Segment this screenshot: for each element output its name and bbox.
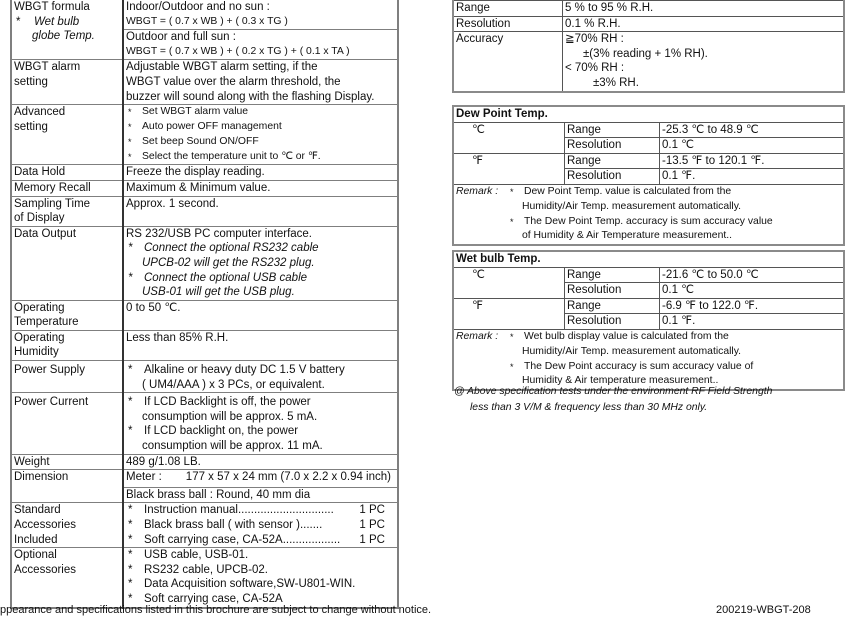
label-text: Included	[14, 533, 58, 546]
op-temp-value: 0 to 50 ℃.	[123, 300, 398, 330]
bullet-star: *	[128, 271, 133, 284]
accuracy-line: ±(3% reading + 1% RH).	[583, 47, 708, 60]
list-item	[126, 363, 395, 378]
sampling-label	[11, 196, 123, 226]
bullet-star: *	[128, 549, 133, 562]
row-value	[563, 32, 845, 92]
item-text: Auto power OFF management	[142, 120, 282, 132]
label-text: Humidity	[14, 346, 59, 359]
row-value: -25.3 ℃ to 48.9 ℃	[660, 122, 845, 138]
remark-line	[456, 185, 841, 200]
remark-text: The Dew Point accuracy is sum accuracy value of	[524, 360, 754, 372]
row-operating-temperature	[11, 300, 398, 330]
remark-text: Humidity/Air Temp. measurement automatically.	[522, 345, 742, 357]
label-sub-text: globe Temp.	[32, 30, 95, 43]
row-label: Range	[453, 1, 563, 17]
row-value: -6.9 ℉ to 122.0 ℉.	[660, 298, 845, 314]
label-text: Accessories	[14, 519, 76, 531]
bullet-star: *	[128, 519, 133, 531]
bullet-star: *	[128, 533, 133, 546]
op-humidity-value: Less than 85% R.H.	[123, 330, 398, 360]
list-item	[126, 135, 395, 150]
outdoor-formula: WBGT = ( 0.7 x WB ) + ( 0.2 x TG ) + ( 0.1 x TA )	[126, 45, 350, 57]
item-qty: 1 PC	[359, 504, 385, 517]
label-text: Advanced	[14, 106, 66, 119]
row-label: Resolution	[565, 314, 660, 330]
bullet-star: *	[128, 504, 133, 517]
remark-text: Humidity & Air temperature measurement..	[522, 375, 719, 387]
wbgt-outdoor-cell	[123, 30, 398, 60]
bullet-star: *	[128, 578, 133, 591]
remark-label: Remark :	[456, 330, 499, 342]
item-text: If LCD backlight on, the power	[144, 425, 299, 438]
memory-recall-value: Maximum & Minimum value.	[123, 180, 398, 196]
row-value: 0.1 ℉.	[660, 169, 845, 185]
row-label: Accuracy	[453, 32, 563, 92]
row-power-supply	[11, 361, 398, 393]
rf-specification-note	[454, 384, 772, 415]
item-text: Select the temperature unit to ℃ or ℉.	[142, 150, 321, 162]
item-qty: 1 PC	[359, 519, 385, 531]
outdoor-title: Outdoor and full sun :	[126, 31, 236, 44]
bullet-star: *	[510, 361, 514, 372]
opt-acc-label	[11, 548, 123, 608]
label-text: setting	[14, 75, 48, 88]
remark-row	[453, 329, 844, 390]
row-label: Resolution	[565, 283, 660, 299]
unit-fahrenheit: ℉	[453, 298, 565, 329]
bullet-star: *	[128, 592, 133, 605]
remark-text: of Humidity & Air Temperature measurement..	[522, 230, 733, 242]
row-memory-recall	[11, 180, 398, 196]
item-text: RS232 cable, UPCB-02.	[144, 563, 269, 576]
bullet-star: *	[128, 364, 133, 377]
item-text: ( UM4/AAA ) x 3 PCs, or equivalent.	[142, 378, 325, 391]
spec-table-dew-point	[452, 105, 845, 246]
row-dimension	[11, 470, 398, 488]
wbgt-formula-label	[11, 0, 123, 60]
remark-label: Remark :	[456, 185, 499, 197]
row-value: 0.1 ℃	[660, 283, 845, 299]
bullet-star: *	[128, 121, 132, 132]
value-line: Adjustable WBGT alarm setting, if the	[126, 61, 318, 74]
row-alarm	[11, 60, 398, 105]
item-text: consumption will be approx. 5 mA.	[142, 410, 318, 423]
item-text: Alkaline or heavy duty DC 1.5 V battery	[144, 364, 345, 377]
item-text: USB cable, USB-01.	[144, 549, 249, 562]
weight-label: Weight	[11, 454, 123, 470]
bullet-star: *	[128, 396, 133, 409]
label-text: WBGT formula	[14, 1, 90, 13]
row-operating-humidity	[11, 330, 398, 360]
bullet-star: *	[510, 331, 514, 342]
alarm-value	[123, 60, 398, 105]
remark-cell	[453, 184, 844, 245]
opt-acc-value	[123, 548, 398, 608]
spec-table-general	[10, 0, 399, 609]
table-header	[453, 106, 844, 122]
document-code: 200219-WBGT-208	[716, 604, 811, 616]
label-sub-text: Wet bulb	[34, 15, 80, 28]
power-supply-value	[123, 361, 398, 393]
row-value: -13.5 ℉ to 120.1 ℉.	[660, 153, 845, 169]
data-output-value	[123, 226, 398, 300]
accuracy-line: ±3% RH.	[593, 76, 639, 89]
label-text: setting	[14, 120, 48, 133]
value-line: RS 232/USB PC computer interface.	[126, 227, 312, 240]
table-title: Wet bulb Temp.	[453, 251, 844, 267]
note-line: @ Above specification tests under the environment RF Field Strength	[454, 386, 773, 397]
row-optional-accessories	[11, 548, 398, 608]
advanced-value	[123, 105, 398, 165]
label-text: WBGT alarm	[14, 61, 81, 74]
memory-recall-label: Memory Recall	[11, 180, 123, 196]
spec-table-humidity	[452, 0, 845, 93]
list-item	[126, 150, 395, 165]
alarm-label	[11, 60, 123, 105]
remark-text: The Dew Point Temp. accuracy is sum accuracy value	[524, 215, 773, 227]
note-line: less than 3 V/M & frequency less than 30 MHz only.	[470, 401, 708, 413]
row-label: Range	[565, 267, 660, 283]
table-row	[453, 1, 844, 17]
item-text: Data Acquisition software,SW-U801-WIN.	[144, 578, 356, 591]
item-text: consumption will be approx. 11 mA.	[142, 440, 323, 453]
sampling-value: Approx. 1 second.	[123, 196, 398, 226]
row-advanced	[11, 105, 398, 165]
item-name: Black brass ball ( with sensor ).......	[144, 519, 323, 531]
power-current-label: Power Current	[11, 393, 123, 454]
dimension-ball: Black brass ball : Round, 40 mm dia	[123, 487, 398, 503]
row-value: 0.1 ℉.	[660, 314, 845, 330]
list-item	[126, 563, 395, 578]
list-item	[126, 105, 395, 120]
std-acc-value	[123, 503, 398, 548]
unit-celsius: ℃	[453, 267, 565, 298]
unit-celsius: ℃	[453, 122, 565, 153]
advanced-label	[11, 105, 123, 165]
meter-value: 177 x 57 x 24 mm (7.0 x 2.2 x 0.94 inch)	[185, 471, 391, 484]
value-line: buzzer will sound along with the flashing Display.	[126, 90, 375, 103]
bullet-star: *	[128, 242, 133, 255]
list-item	[126, 271, 395, 286]
bullet-star: *	[16, 15, 21, 28]
item-text: Set WBGT alarm value	[142, 106, 249, 118]
item-text: UPCB-02 will get the RS232 plug.	[142, 256, 315, 269]
row-value: 0.1 ℃	[660, 138, 845, 154]
std-acc-label	[11, 503, 123, 548]
item-text: Soft carrying case, CA-52A	[144, 592, 283, 605]
data-output-label: Data Output	[11, 226, 123, 300]
remark-text: Dew Point Temp. value is calculated from the	[524, 185, 732, 197]
item-text: If LCD Backlight is off, the power	[144, 396, 311, 409]
table-row	[453, 298, 844, 314]
list-item	[126, 503, 395, 518]
label-text: Sampling Time	[14, 197, 91, 210]
row-power-current	[11, 393, 398, 454]
label-text: Operating	[14, 331, 65, 344]
op-humidity-label	[11, 330, 123, 360]
table-row	[453, 122, 844, 138]
list-item	[126, 424, 395, 439]
weight-value: 489 g/1.08 LB.	[123, 454, 398, 470]
meter-label: Meter :	[126, 471, 162, 484]
accuracy-line: ≧70% RH :	[565, 33, 624, 46]
row-wbgt-formula	[11, 0, 398, 30]
label-text: Accessories	[14, 563, 76, 576]
row-label: Resolution	[565, 138, 660, 154]
remark-row	[453, 184, 844, 245]
power-current-value	[123, 393, 398, 454]
footer-disclaimer: ppearance and specifications listed in this brochure are subject to change without notice.	[0, 604, 432, 616]
row-sampling	[11, 196, 398, 226]
dimension-label: Dimension	[11, 470, 123, 503]
list-item	[126, 120, 395, 135]
wbgt-indoor-cell	[123, 0, 398, 30]
table-row	[453, 16, 844, 32]
row-label: Range	[565, 298, 660, 314]
data-hold-label: Data Hold	[11, 165, 123, 181]
table-title: Dew Point Temp.	[453, 106, 844, 122]
row-value: -21.6 ℃ to 50.0 ℃	[660, 267, 845, 283]
row-data-output	[11, 226, 398, 300]
list-item	[126, 518, 395, 533]
item-text: Connect the optional USB cable	[144, 271, 308, 284]
item-name: Soft carrying case, CA-52A..................	[144, 533, 341, 546]
spec-table-wet-bulb	[452, 250, 845, 391]
indoor-title: Indoor/Outdoor and no sun :	[126, 1, 270, 13]
bullet-star: *	[128, 151, 132, 162]
data-hold-value: Freeze the display reading.	[123, 165, 398, 181]
table-row	[453, 32, 844, 92]
row-value: 5 % to 95 % R.H.	[563, 1, 845, 17]
indoor-formula: WBGT = ( 0.7 x WB ) + ( 0.3 x TG )	[126, 15, 288, 27]
item-text: USB-01 will get the USB plug.	[142, 286, 295, 299]
list-item	[126, 577, 395, 592]
accuracy-line: < 70% RH :	[565, 62, 625, 75]
row-label: Resolution	[453, 16, 563, 32]
bullet-star: *	[510, 186, 514, 197]
remark-text: Humidity/Air Temp. measurement automatically.	[522, 200, 742, 212]
row-label: Range	[565, 122, 660, 138]
bullet-star: *	[128, 107, 132, 118]
row-weight	[11, 454, 398, 470]
list-item	[126, 395, 395, 410]
remark-cell	[453, 329, 844, 390]
list-item	[126, 533, 395, 548]
label-text: Standard	[14, 504, 61, 517]
row-value: 0.1 % R.H.	[563, 16, 845, 32]
dimension-meter	[123, 470, 398, 488]
bullet-star: *	[128, 563, 133, 576]
table-row	[453, 267, 844, 283]
label-text: Operating	[14, 301, 65, 314]
remark-line	[456, 330, 841, 345]
item-name: Instruction manual..............................	[144, 504, 334, 517]
table-header	[453, 251, 844, 267]
label-text: of Display	[14, 212, 65, 225]
item-text: Set beep Sound ON/OFF	[142, 135, 259, 147]
table-row	[453, 153, 844, 169]
row-data-hold	[11, 165, 398, 181]
row-standard-accessories	[11, 503, 398, 548]
remark-line	[456, 215, 841, 230]
list-item	[126, 241, 395, 256]
bullet-star: *	[128, 425, 133, 438]
unit-fahrenheit: ℉	[453, 153, 565, 184]
row-label: Resolution	[565, 169, 660, 185]
remark-text: Wet bulb display value is calculated from the	[524, 330, 729, 342]
power-supply-label: Power Supply	[11, 361, 123, 393]
value-line: WBGT value over the alarm threshold, the	[126, 75, 341, 88]
list-item	[126, 548, 395, 563]
bullet-star: *	[510, 216, 514, 227]
remark-line	[456, 360, 841, 375]
bullet-star: *	[128, 136, 132, 147]
item-text: Connect the optional RS232 cable	[144, 242, 319, 255]
op-temp-label	[11, 300, 123, 330]
item-qty: 1 PC	[359, 533, 385, 546]
row-label: Range	[565, 153, 660, 169]
label-text: Optional	[14, 549, 57, 562]
label-text: Temperature	[14, 316, 79, 329]
